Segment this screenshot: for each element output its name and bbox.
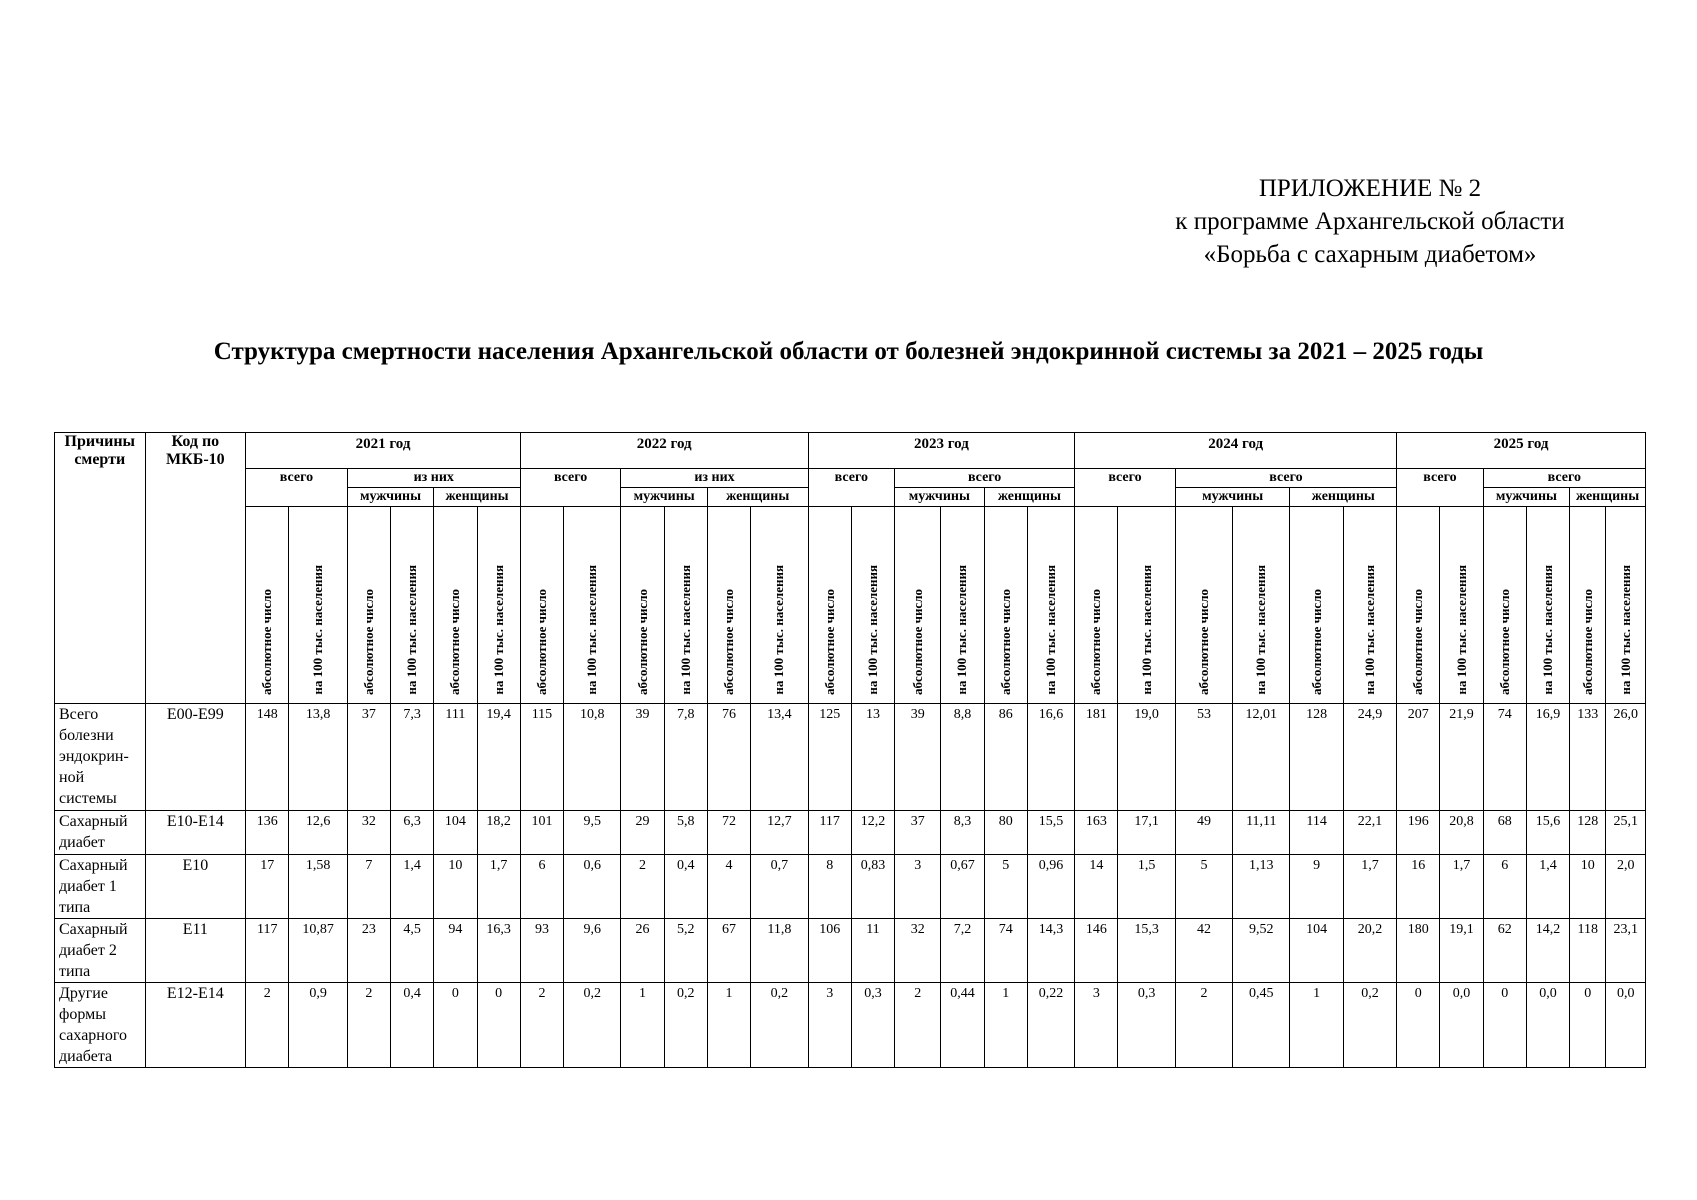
value-cell: 20,2 [1343,919,1396,983]
header-per-100k [1440,507,1483,704]
icd-code-cell: Е10 [145,855,246,919]
value-cell: 0 [1570,983,1606,1068]
value-cell: 111 [434,704,477,811]
header-men: мужчины [895,488,985,507]
value-cell: 0,7 [751,855,808,919]
header-men: мужчины [621,488,708,507]
value-cell: 5,8 [664,811,707,855]
value-cell: 49 [1175,811,1232,855]
header-per-100k [1606,507,1646,704]
header-per-100k [1118,507,1175,704]
metric-label: на 100 тыс. населения [1617,565,1633,695]
value-cell: 13,4 [751,704,808,811]
value-cell: 4 [707,855,750,919]
value-cell: 2 [895,983,941,1068]
metric-label: на 100 тыс. населения [864,565,880,695]
value-cell: 16,9 [1526,704,1569,811]
metric-label: абсолютное число [909,589,925,695]
value-cell: 14 [1075,855,1118,919]
value-cell: 72 [707,811,750,855]
metric-label: абсолютное число [1410,589,1426,695]
value-cell: 12,01 [1233,704,1290,811]
cause-cell: Другие формы сахарного диабета [55,983,146,1068]
value-cell: 1 [984,983,1027,1068]
metric-label: абсолютное число [821,589,837,695]
value-cell: 2 [621,855,664,919]
metric-label: на 100 тыс. населения [1253,565,1269,695]
header-absolute-number [347,507,390,704]
header-women: женщины [434,488,521,507]
header-absolute-number [1075,507,1118,704]
value-cell: 74 [1483,704,1526,811]
header-absolute-number [1397,507,1440,704]
value-cell: 180 [1397,919,1440,983]
value-cell: 6 [520,855,563,919]
header-men: мужчины [347,488,434,507]
metric-label: абсолютное число [447,589,463,695]
value-cell: 21,9 [1440,704,1483,811]
metric-label: абсолютное число [721,589,737,695]
value-cell: 125 [808,704,851,811]
value-cell: 3 [808,983,851,1068]
value-cell: 1,4 [1526,855,1569,919]
header-absolute-number [1290,507,1343,704]
value-cell: 0,45 [1233,983,1290,1068]
header-per-100k [289,507,347,704]
metric-label: абсолютное число [997,589,1013,695]
value-cell: 1 [621,983,664,1068]
value-cell: 16 [1397,855,1440,919]
value-cell: 181 [1075,704,1118,811]
cause-cell: Сахарный диабет 1 типа [55,855,146,919]
header-total: всего [1075,469,1176,507]
value-cell: 2 [1175,983,1232,1068]
value-cell: 2 [347,983,390,1068]
value-cell: 128 [1570,811,1606,855]
value-cell: 7,8 [664,704,707,811]
value-cell: 9,6 [564,919,621,983]
value-cell: 76 [707,704,750,811]
cause-cell: Сахарный диабет 2 типа [55,919,146,983]
value-cell: 2,0 [1606,855,1646,919]
value-cell: 148 [246,704,289,811]
value-cell: 1 [707,983,750,1068]
header-per-100k [1233,507,1290,704]
value-cell: 17,1 [1118,811,1175,855]
value-cell: 39 [895,704,941,811]
value-cell: 0,67 [941,855,984,919]
header-absolute-number [1570,507,1606,704]
value-cell: 1,13 [1233,855,1290,919]
value-cell: 8,3 [941,811,984,855]
metric-label: абсолютное число [259,589,275,695]
value-cell: 19,0 [1118,704,1175,811]
cause-cell: Всего болезни эндокрин-ной системы [55,704,146,811]
value-cell: 0 [434,983,477,1068]
value-cell: 136 [246,811,289,855]
value-cell: 0,3 [1118,983,1175,1068]
value-cell: 1,7 [1440,855,1483,919]
header-total: всего [808,469,895,507]
value-cell: 16,3 [477,919,520,983]
value-cell: 118 [1570,919,1606,983]
value-cell: 0 [1397,983,1440,1068]
value-cell: 6 [1483,855,1526,919]
value-cell: 3 [895,855,941,919]
value-cell: 86 [984,704,1027,811]
metric-label: на 100 тыс. населения [954,565,970,695]
value-cell: 10 [434,855,477,919]
header-absolute-number [984,507,1027,704]
header-women: женщины [1570,488,1646,507]
header-per-100k [564,507,621,704]
header-absolute-number [434,507,477,704]
value-cell: 5,2 [664,919,707,983]
value-cell: 1,58 [289,855,347,919]
value-cell: 37 [347,704,390,811]
value-cell: 10 [1570,855,1606,919]
value-cell: 11,8 [751,919,808,983]
header-absolute-number [808,507,851,704]
value-cell: 3 [1075,983,1118,1068]
metric-label: на 100 тыс. населения [1540,565,1556,695]
header-absolute-number [621,507,664,704]
value-cell: 1,7 [477,855,520,919]
appendix-number: ПРИЛОЖЕНИЕ № 2 [1258,175,1482,202]
value-cell: 163 [1075,811,1118,855]
value-cell: 5 [984,855,1027,919]
table-row [55,811,1646,855]
value-cell: 146 [1075,919,1118,983]
header-absolute-number [520,507,563,704]
header-cause: Причины смерти [55,433,146,704]
value-cell: 0,6 [564,855,621,919]
value-cell: 133 [1570,704,1606,811]
value-cell: 80 [984,811,1027,855]
value-cell: 12,2 [851,811,894,855]
table-body [55,704,1646,1068]
value-cell: 1,7 [1343,855,1396,919]
value-cell: 6,3 [391,811,434,855]
value-cell: 24,9 [1343,704,1396,811]
table-row [55,855,1646,919]
value-cell: 2 [246,983,289,1068]
value-cell: 14,2 [1526,919,1569,983]
value-cell: 42 [1175,919,1232,983]
value-cell: 17 [246,855,289,919]
value-cell: 15,3 [1118,919,1175,983]
table-row [55,704,1646,811]
header-per-100k [1027,507,1074,704]
metric-label: на 100 тыс. населения [490,565,506,695]
header-year-2025: 2025 год [1397,433,1646,469]
metric-label: абсолютное число [634,589,650,695]
metric-label: на 100 тыс. населения [1453,565,1469,695]
value-cell: 117 [246,919,289,983]
value-cell: 7 [347,855,390,919]
header-group: всего [1175,469,1396,488]
value-cell: 4,5 [391,919,434,983]
header-absolute-number [707,507,750,704]
value-cell: 13,8 [289,704,347,811]
value-cell: 23 [347,919,390,983]
metric-header-row [55,507,1646,704]
header-icd-code: Код по МКБ-10 [145,433,246,704]
value-cell: 93 [520,919,563,983]
value-cell: 104 [1290,919,1343,983]
value-cell: 8 [808,855,851,919]
header-per-100k [664,507,707,704]
value-cell: 53 [1175,704,1232,811]
value-cell: 16,6 [1027,704,1074,811]
value-cell: 26 [621,919,664,983]
cause-cell: Сахарный диабет [55,811,146,855]
value-cell: 67 [707,919,750,983]
value-cell: 1 [1290,983,1343,1068]
value-cell: 9 [1290,855,1343,919]
metric-label: на 100 тыс. населения [677,565,693,695]
header-year-2022: 2022 год [520,433,808,469]
metric-label: на 100 тыс. населения [404,565,420,695]
value-cell: 0,2 [751,983,808,1068]
table-row [55,919,1646,983]
value-cell: 0,2 [564,983,621,1068]
appendix-block [1110,172,1630,271]
metric-label: абсолютное число [1496,589,1512,695]
header-men: мужчины [1483,488,1570,507]
value-cell: 62 [1483,919,1526,983]
value-cell: 0,0 [1440,983,1483,1068]
value-cell: 104 [434,811,477,855]
value-cell: 0,2 [1343,983,1396,1068]
header-year-2023: 2023 год [808,433,1075,469]
value-cell: 196 [1397,811,1440,855]
value-cell: 26,0 [1606,704,1646,811]
header-per-100k [941,507,984,704]
header-per-100k [1526,507,1569,704]
value-cell: 20,8 [1440,811,1483,855]
header-absolute-number [1483,507,1526,704]
header-per-100k [1343,507,1396,704]
mortality-table [54,432,1646,1068]
icd-code-cell: Е11 [145,919,246,983]
value-cell: 18,2 [477,811,520,855]
value-cell: 37 [895,811,941,855]
metric-label: абсолютное число [1195,589,1211,695]
value-cell: 7,2 [941,919,984,983]
header-absolute-number [246,507,289,704]
value-cell: 106 [808,919,851,983]
value-cell: 0 [1483,983,1526,1068]
value-cell: 2 [520,983,563,1068]
value-cell: 13 [851,704,894,811]
value-cell: 94 [434,919,477,983]
value-cell: 32 [895,919,941,983]
header-women: женщины [984,488,1075,507]
value-cell: 39 [621,704,664,811]
header-total: всего [246,469,348,507]
value-cell: 10,8 [564,704,621,811]
value-cell: 0,4 [664,855,707,919]
header-per-100k [851,507,894,704]
value-cell: 0 [477,983,520,1068]
appendix-program: к программе Архангельской области [1175,208,1565,235]
header-per-100k [751,507,808,704]
value-cell: 0,0 [1526,983,1569,1068]
value-cell: 12,6 [289,811,347,855]
value-cell: 10,87 [289,919,347,983]
value-cell: 12,7 [751,811,808,855]
metric-label: на 100 тыс. населения [584,565,600,695]
metric-label: на 100 тыс. населения [1361,565,1377,695]
header-year-2021: 2021 год [246,433,521,469]
value-cell: 1,4 [391,855,434,919]
metric-label: абсолютное число [1088,589,1104,695]
header-men: мужчины [1175,488,1290,507]
value-cell: 11 [851,919,894,983]
icd-code-cell: Е00-Е99 [145,704,246,811]
icd-code-cell: Е10-Е14 [145,811,246,855]
value-cell: 117 [808,811,851,855]
header-group: всего [895,469,1075,488]
header-absolute-number [1175,507,1232,704]
value-cell: 0,9 [289,983,347,1068]
document-title: Структура смертности населения Архангельской области от болезней эндокринной системы за 2021 – 2025 годы [213,338,1484,365]
value-cell: 128 [1290,704,1343,811]
metric-label: абсолютное число [1579,589,1595,695]
value-cell: 0,96 [1027,855,1074,919]
value-cell: 9,5 [564,811,621,855]
value-cell: 14,3 [1027,919,1074,983]
header-group: из них [621,469,808,488]
value-cell: 19,4 [477,704,520,811]
table-row [55,983,1646,1068]
header-per-100k [477,507,520,704]
value-cell: 101 [520,811,563,855]
value-cell: 68 [1483,811,1526,855]
header-year-2024: 2024 год [1075,433,1397,469]
value-cell: 9,52 [1233,919,1290,983]
value-cell: 22,1 [1343,811,1396,855]
metric-label: на 100 тыс. населения [310,565,326,695]
value-cell: 0,44 [941,983,984,1068]
value-cell: 25,1 [1606,811,1646,855]
metric-label: на 100 тыс. населения [1138,565,1154,695]
value-cell: 1,5 [1118,855,1175,919]
value-cell: 23,1 [1606,919,1646,983]
value-cell: 207 [1397,704,1440,811]
metric-label: абсолютное число [1308,589,1324,695]
value-cell: 0,22 [1027,983,1074,1068]
header-women: женщины [1290,488,1397,507]
header-absolute-number [895,507,941,704]
header-per-100k [391,507,434,704]
header-women: женщины [707,488,808,507]
value-cell: 32 [347,811,390,855]
value-cell: 7,3 [391,704,434,811]
header-total: всего [1397,469,1484,507]
appendix-program-name: «Борьба с сахарным диабетом» [1203,241,1537,268]
value-cell: 15,6 [1526,811,1569,855]
metric-label: абсолютное число [533,589,549,695]
value-cell: 11,11 [1233,811,1290,855]
metric-label: на 100 тыс. населения [771,565,787,695]
header-group: всего [1483,469,1645,488]
value-cell: 115 [520,704,563,811]
value-cell: 74 [984,919,1027,983]
value-cell: 0,2 [664,983,707,1068]
value-cell: 8,8 [941,704,984,811]
header-total: всего [520,469,621,507]
value-cell: 29 [621,811,664,855]
metric-label: абсолютное число [360,589,376,695]
metric-label: на 100 тыс. населения [1043,565,1059,695]
value-cell: 5 [1175,855,1232,919]
header-group: из них [347,469,520,488]
value-cell: 0,4 [391,983,434,1068]
value-cell: 0,83 [851,855,894,919]
icd-code-cell: Е12-Е14 [145,983,246,1068]
value-cell: 114 [1290,811,1343,855]
value-cell: 19,1 [1440,919,1483,983]
value-cell: 15,5 [1027,811,1074,855]
value-cell: 0,0 [1606,983,1646,1068]
value-cell: 0,3 [851,983,894,1068]
